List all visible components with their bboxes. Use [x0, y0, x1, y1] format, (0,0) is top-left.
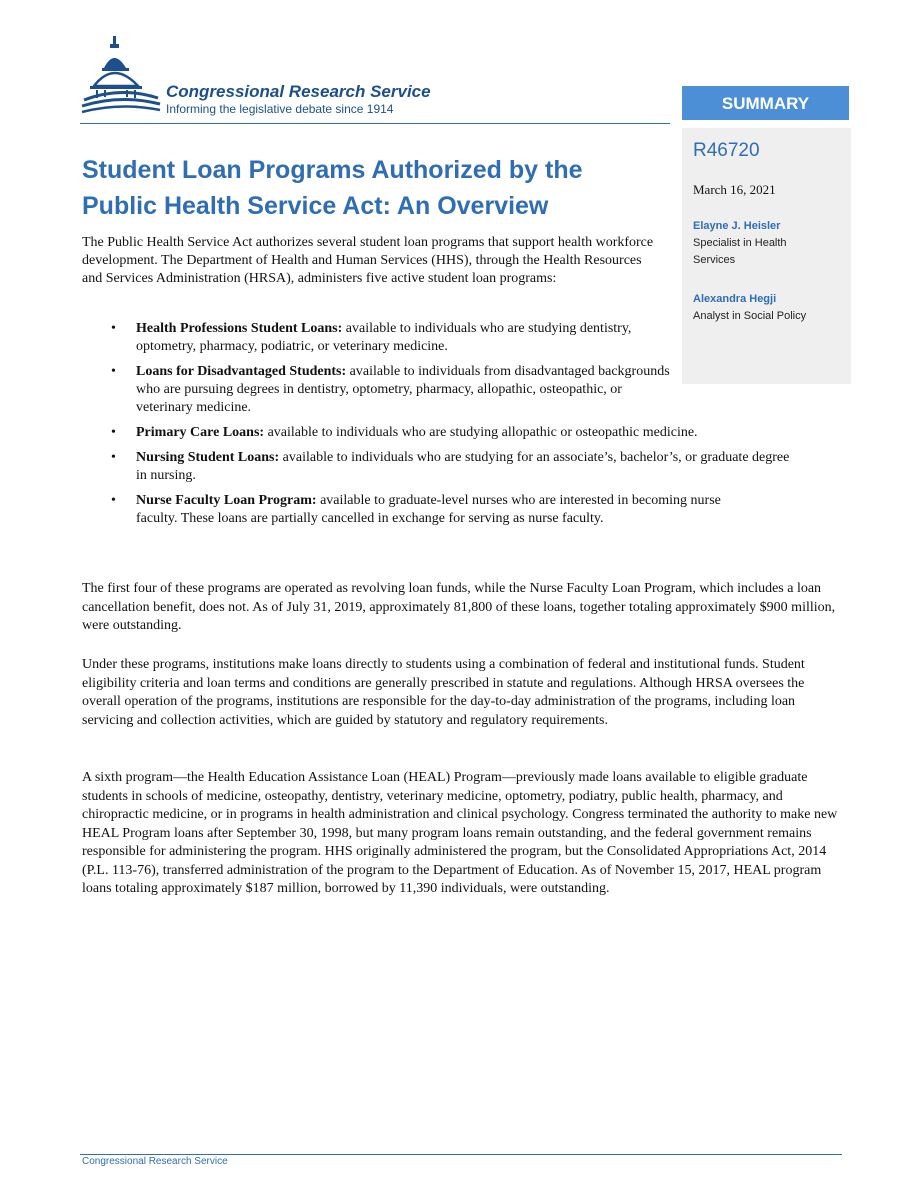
- page-title: [82, 152, 672, 224]
- org-name: Congressional Research Service: [166, 82, 431, 101]
- program-description: available to individuals who are studying allopathic or osteopathic medicine.: [267, 425, 698, 440]
- footer-label: Congressional Research Service: [82, 1156, 228, 1167]
- body-paragraph: The first four of these programs are operated as revolving loan funds, while the Nurse Faculty Loan Program, which includes a loan cancellation benefit, does not. As of July 31, 2019, approximately 81,800 of these loans, together totaling approximately $900 million, were outstanding.: [82, 581, 836, 633]
- program-name: Loans for Disadvantaged Students:: [136, 364, 347, 379]
- body-paragraph: A sixth program—the Health Education Assistance Loan (HEAL) Program—previously made loans available to eligible graduate students in schools of medicine, osteopathy, dentistry, veterinary medicine, optometry, podiatry, public health, pharmacy, and chiropractic medicine, or in programs in health administration and clinical psychology. Congress terminated the authority to make new HEAL Program loans after September 30, 1998, but many program loans remain outstanding, and the federal government remains responsible for administering the program. HHS originally administered the program, but the Consolidated Appropriations Act, 2014 (P.L. 113-76), transferred administration of the program to the Department of Education. As of November 15, 2017, HEAL program loans totaling approximately $187 million, borrowed by 11,390 individuals, were outstanding.: [82, 770, 838, 896]
- list-item: [110, 492, 756, 528]
- crs-logo: [80, 34, 480, 124]
- program-description: available to individuals who are studying for an associate’s, bachelor’s, or graduate degree in nursing.: [136, 450, 790, 483]
- footer-divider: [80, 1154, 842, 1155]
- program-description: available to individuals from disadvantaged backgrounds who are pursuing degrees in dentistry, optometry, pharmacy, allopathic, osteopathic, or veterinary medicine.: [136, 364, 670, 415]
- program-description: available to individuals who are studying dentistry, optometry, pharmacy, podiatric, or veterinary medicine.: [136, 321, 632, 354]
- program-name: Health Professions Student Loans:: [136, 321, 343, 336]
- list-item: [110, 320, 676, 356]
- list-item: [110, 424, 756, 442]
- list-item: [110, 449, 796, 485]
- author-title: Analyst in Social Policy: [693, 310, 807, 322]
- body-paragraph: Under these programs, institutions make loans directly to students using a combination of federal and institutional funds. Student eligibility criteria and loan terms and conditions are generally prescribed in statute and regulations. Although HRSA oversees the overall operation of the programs, institutions are responsible for the day-to-day administration of the programs, including loan servicing and collection activities, which are guided by statutory and regulatory requirements.: [82, 657, 805, 728]
- program-list: [110, 320, 800, 535]
- author-block: [693, 218, 787, 269]
- summary-header: [682, 86, 849, 120]
- title-line: Student Loan Programs Authorized by the: [82, 156, 583, 184]
- org-tagline: Informing the legislative debate since 1914: [166, 102, 394, 116]
- author-name[interactable]: Elayne J. Heisler: [693, 220, 781, 232]
- report-number: R46720: [693, 140, 760, 161]
- capitol-dome-icon: [80, 34, 164, 124]
- header-divider: [80, 123, 670, 124]
- program-description: available to graduate-level nurses who are interested in becoming nurse faculty. These loans are partially cancelled in exchange for serving as nurse faculty.: [136, 493, 721, 526]
- program-name: Nursing Student Loans:: [136, 450, 280, 465]
- program-name: Nurse Faculty Loan Program:: [136, 493, 317, 508]
- author-title: Specialist in Health: [693, 237, 787, 249]
- title-line: Public Health Service Act: An Overview: [82, 192, 549, 220]
- report-date: March 16, 2021: [693, 182, 776, 197]
- program-name: Primary Care Loans:: [136, 425, 265, 440]
- intro-paragraph: The Public Health Service Act authorizes several student loan programs that support health workforce development. The Department of Health and Human Services (HHS), through the Health Resources and Services Administration (HRSA), administers five active student loan programs:: [82, 235, 654, 286]
- summary-label: SUMMARY: [721, 94, 810, 113]
- author-title: Services: [693, 254, 736, 266]
- list-item: [110, 363, 676, 417]
- author-name[interactable]: Alexandra Hegji: [693, 293, 777, 305]
